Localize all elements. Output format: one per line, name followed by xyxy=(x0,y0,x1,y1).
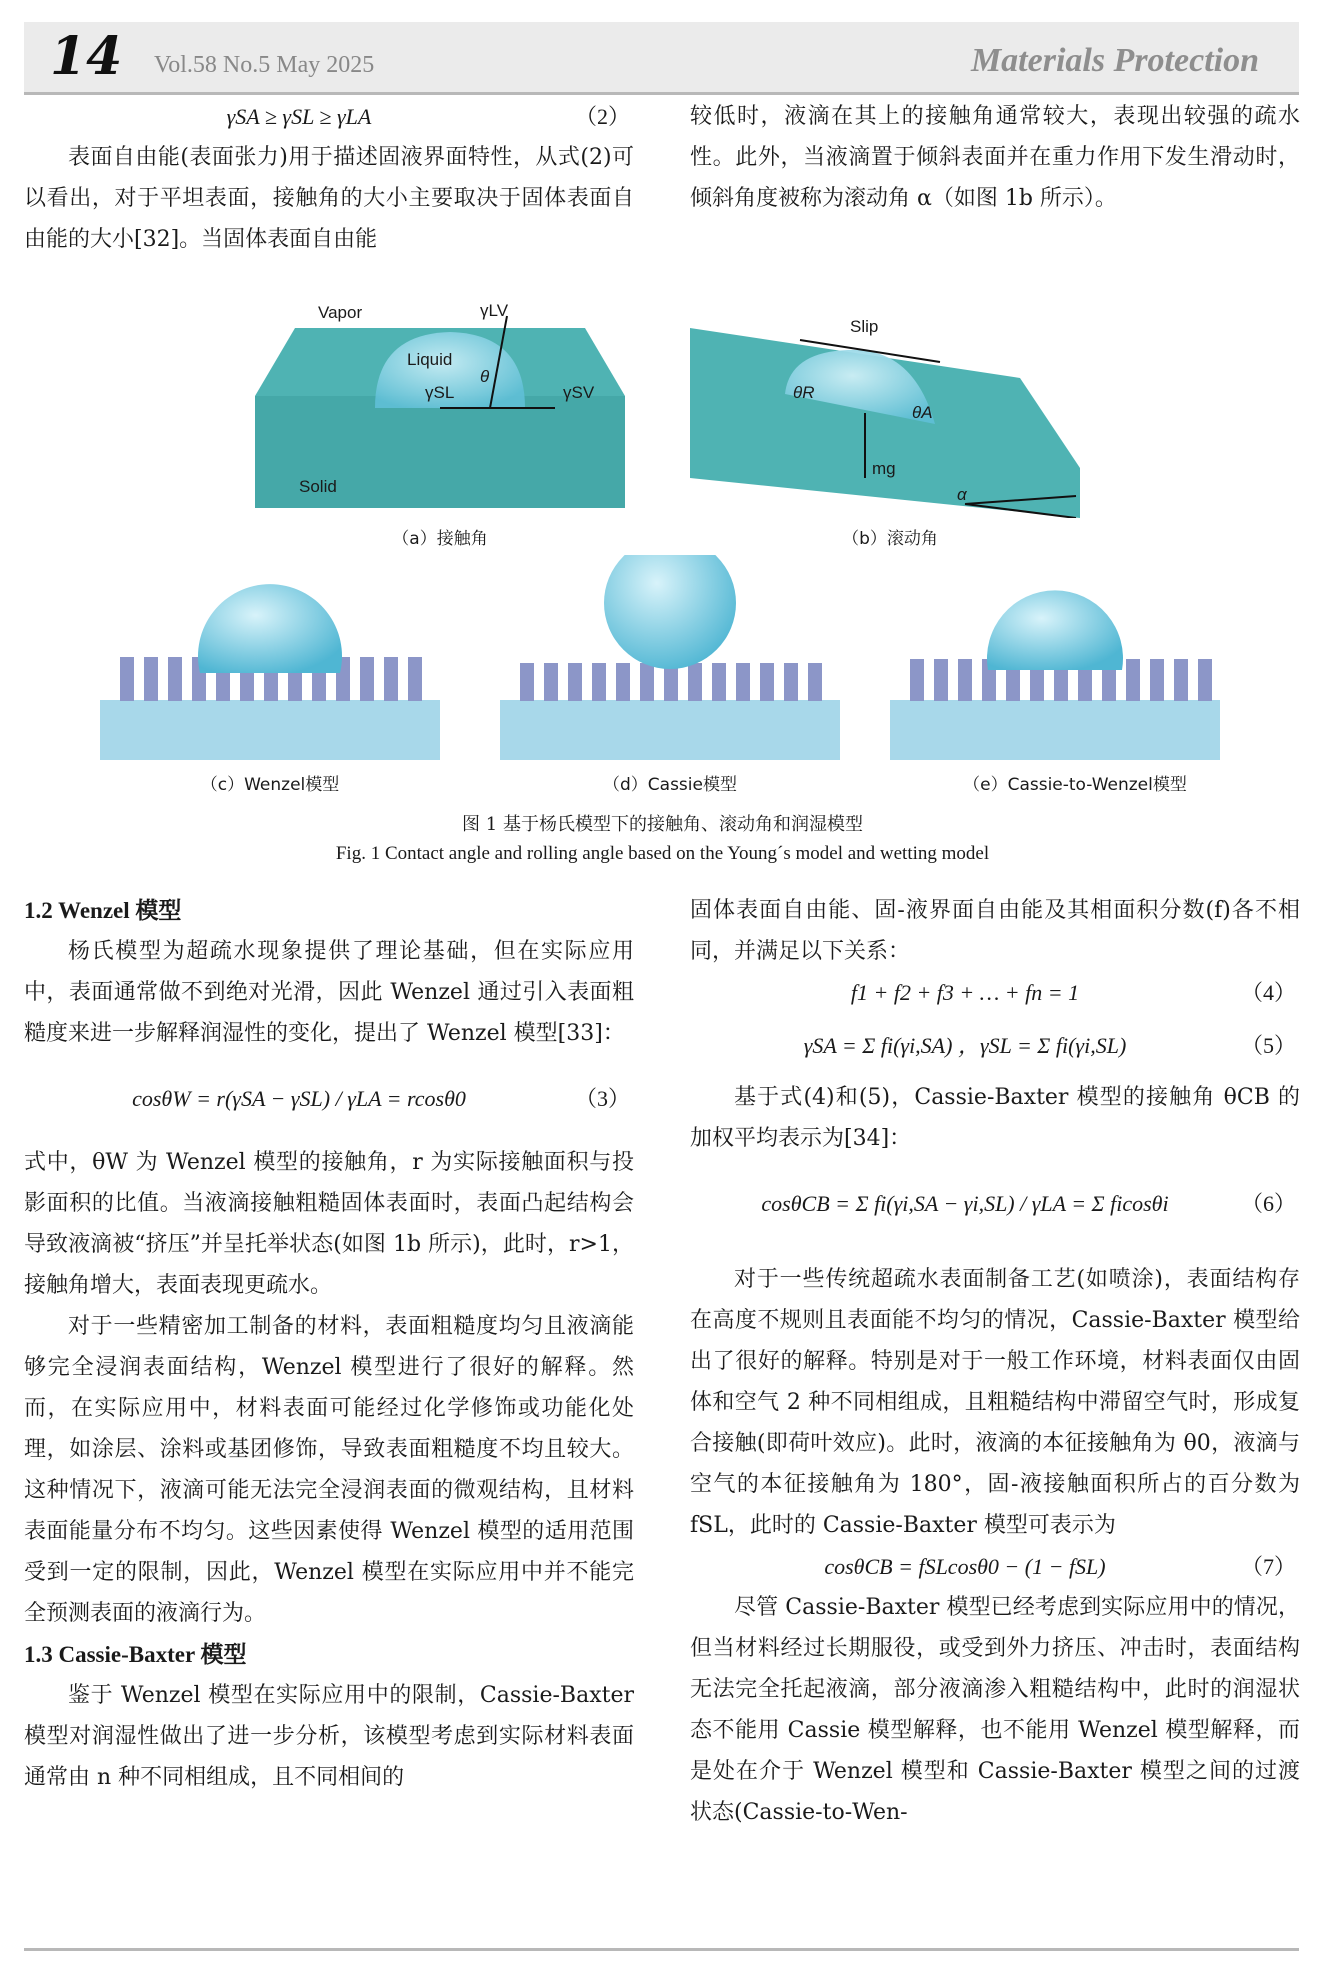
panel-c-wenzel xyxy=(100,584,440,760)
label-theta-a: θA xyxy=(912,403,933,422)
label-gamma-sl: γSL xyxy=(425,383,455,402)
label-mg: mg xyxy=(872,459,896,478)
label-vapor: Vapor xyxy=(318,303,363,322)
left-top-column xyxy=(24,96,634,260)
label-slip: Slip xyxy=(850,318,879,336)
equation-6: cosθCB = Σ fi(γi,SA − γi,SL) / γLA = Σ ficosθi （6） xyxy=(761,1191,1296,1216)
caption-panel-d: （d）Cassie模型 xyxy=(603,775,737,795)
paragraph: 对于一些精密加工制备的材料，表面粗糙度均匀且液滴能够完全浸润表面结构，Wenzel 模型进行了很好的解释。然而，在实际应用中，材料表面可能经过化学修饰或功能化处理，如涂层、涂料或基团修饰，导致表面粗糙度不均且较大。这种情况下，液滴可能无法完全浸润表面的微观结构，且材料表面能量分布不均匀。这些因素使得 Wenzel 模型的适用范围受到一定的限制，因此，Wenzel 模型在实际应用中并不能完全预测表面的液滴行为。 xyxy=(24,1314,634,1626)
section-heading-1-2: 1.2 Wenzel 模型 xyxy=(24,898,182,923)
panel-d-cassie xyxy=(500,555,840,760)
label-theta-r: θR xyxy=(793,383,815,402)
equation-3: cosθW = r(γSA − γSL) / γLA = rcosθ0 （3） xyxy=(132,1086,630,1111)
paragraph: 固体表面自由能、固‑液界面自由能及其相面积分数(f)各不相同，并满足以下关系： xyxy=(690,898,1300,964)
label-alpha: α xyxy=(957,485,967,504)
label-gamma-lv: γLV xyxy=(480,301,509,320)
figure-wetting-models xyxy=(100,555,1220,760)
journal-name: Materials Protection xyxy=(970,42,1259,79)
page-header xyxy=(24,22,1299,95)
caption-panel-c: （c）Wenzel模型 xyxy=(200,775,340,795)
paragraph: 较低时，液滴在其上的接触角通常较大，表现出较强的疏水性。此外，当液滴置于倾斜表面并在重力作用下发生滑动时，倾斜角度被称为滚动角 α（如图 1b 所示）。 xyxy=(690,104,1300,211)
figure-panel-b xyxy=(690,318,1090,518)
equation-7: cosθCB = fSLcosθ0 − (1 − fSL) （7） xyxy=(824,1554,1296,1579)
left-column xyxy=(24,890,634,1798)
label-gamma-sv: γSV xyxy=(563,383,595,402)
paragraph: 杨氏模型为超疏水现象提供了理论基础，但在实际应用中，表面通常做不到绝对光滑，因此 Wenzel 通过引入表面粗糙度来进一步解释润湿性的变化，提出了 Wenzel 模型[33]： xyxy=(24,939,634,1046)
figure-panel-a xyxy=(255,298,625,518)
label-liquid: Liquid xyxy=(407,350,453,369)
paragraph: 表面自由能(表面张力)用于描述固液界面特性，从式(2)可以看出，对于平坦表面，接触角的大小主要取决于固体表面自由能的大小[32]。当固体表面自由能 xyxy=(24,145,634,252)
page-number: 14 xyxy=(50,26,123,87)
equation-2: γSA ≥ γSL ≥ γLA （2） xyxy=(226,104,630,129)
paragraph: 基于式(4)和(5)，Cassie‑Baxter 模型的接触角 θCB 的加权平均表示为[34]： xyxy=(690,1085,1300,1151)
equation-5: γSA = Σ fi(γi,SA) ，γSL = Σ fi(γi,SL) （5） xyxy=(803,1033,1296,1058)
paragraph: 鉴于 Wenzel 模型在实际应用中的限制，Cassie‑Baxter 模型对润湿性做出了进一步分析，该模型考虑到实际材料表面通常由 n 种不同相组成，且不同相间的 xyxy=(24,1683,634,1790)
paragraph: 尽管 Cassie‑Baxter 模型已经考虑到实际应用中的情况，但当材料经过长期服役，或受到外力挤压、冲击时，表面结构无法完全托起液滴，部分液滴渗入粗糙结构中，此时的润湿状态不能用 Cassie 模型解释，也不能用 Wenzel 模型解释，而是处在介于 Wenzel 模型和 Cassie‑Baxter 模型之间的过渡状态(Cassie‑to‑Wen- xyxy=(690,1595,1300,1825)
figure-caption-en: Fig. 1 Contact angle and rolling angle based on the Young´s model and wetting model xyxy=(335,843,990,864)
caption-panel-a: （a）接触角 xyxy=(392,529,488,549)
section-heading-1-3: 1.3 Cassie‑Baxter 模型 xyxy=(24,1642,247,1667)
label-solid: Solid xyxy=(299,477,337,496)
volume-info: Vol.58 No.5 May 2025 xyxy=(154,52,375,78)
footer-rule xyxy=(24,1948,1299,1951)
right-top-column xyxy=(690,96,1300,219)
equation-4: f1 + f2 + f3 + … + fn = 1 （4） xyxy=(850,980,1296,1005)
right-column xyxy=(690,890,1300,1833)
caption-panel-e: （e）Cassie-to-Wenzel模型 xyxy=(963,775,1187,795)
paragraph: 对于一些传统超疏水表面制备工艺(如喷涂)，表面结构存在高度不规则且表面能不均匀的情况，Cassie‑Baxter 模型给出了很好的解释。特别是对于一般工作环境，材料表面仅由固体和空气 2 种不同相组成，且粗糙结构中滞留空气时，形成复合接触(即荷叶效应)。此时，液滴的本征接触角为 θ0，液滴与空气的本征接触角为 180°，固‑液接触面积所占的百分数为 fSL，此时的 Cassie‑Baxter 模型可表示为 xyxy=(690,1267,1300,1538)
panel-e-cassie-to-wenzel xyxy=(890,590,1220,760)
figure-caption-cn: 图 1 基于杨氏模型下的接触角、滚动角和润湿模型 xyxy=(462,814,863,835)
label-theta: θ xyxy=(480,367,490,386)
paragraph: 式中，θW 为 Wenzel 模型的接触角，r 为实际接触面积与投影面积的比值。当液滴接触粗糙固体表面时，表面凸起结构会导致液滴被“挤压”并呈托举状态(如图 1b 所示)，此时，r>1，接触角增大，表面表现更疏水。 xyxy=(24,1150,634,1298)
caption-panel-b: （b）滚动角 xyxy=(842,529,938,549)
